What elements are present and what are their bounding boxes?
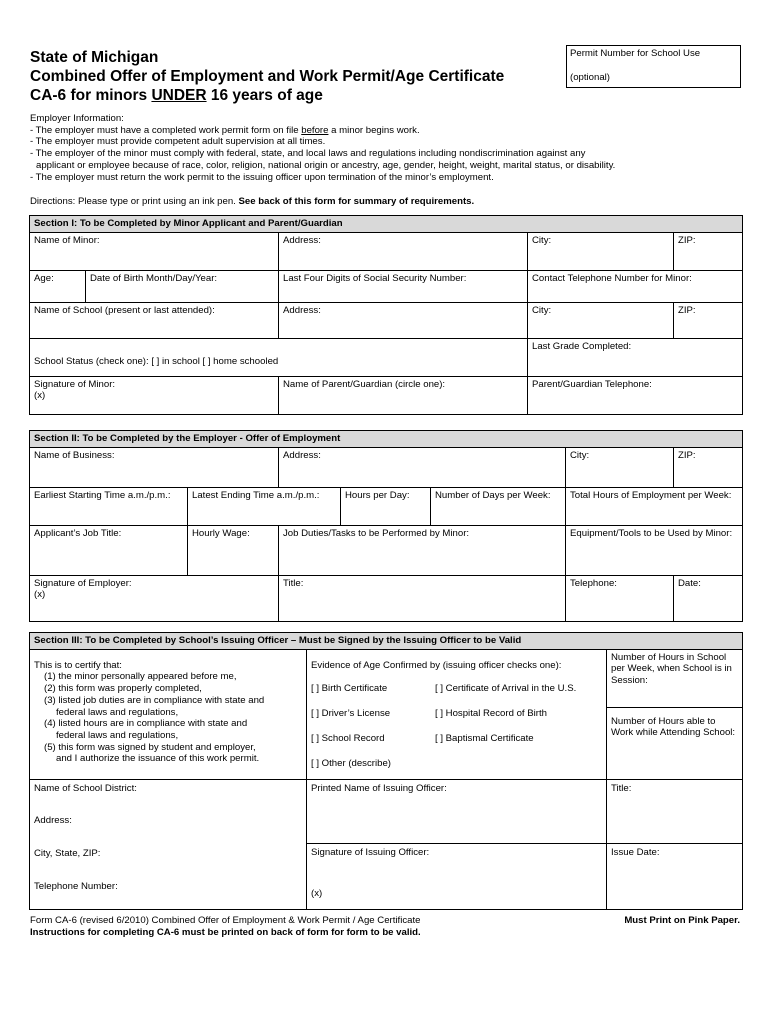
employer-telephone-field[interactable]: Telephone: [566,575,674,621]
evidence-of-age: Evidence of Age Confirmed by (issuing officer checks one): [ ] Birth Certificate [ ] Certificate of Arrival in the U.S. [ ] Driver’s License [ ] Hospital Record of Birth [ ] School Record [ ] Baptismal Certificate [ ] Other (describe) [307,649,607,779]
hours-able-field[interactable]: Number of Hours able to Work while Attending School: [607,707,743,779]
section-2-title: Section II: To be Completed by the Employer - Offer of Employment [30,431,743,448]
employer-info-bullet-1: - The employer must have a completed work permit form on file before a minor begins work. [30,124,420,136]
section-1-title: Section I: To be Completed by Minor Applicant and Parent/Guardian [30,216,743,233]
printed-name-field[interactable]: Printed Name of Issuing Officer: [307,780,606,844]
minor-ssn-field[interactable]: Last Four Digits of Social Security Number: [279,270,528,302]
minor-city-field[interactable]: City: [528,232,674,270]
other-evidence-checkbox[interactable]: [ ] Other (describe) [311,757,391,769]
form-subtitle: CA-6 for minors UNDER 16 years of age [30,87,323,104]
equipment-field[interactable]: Equipment/Tools to be Used by Minor: [566,525,743,575]
permit-number-label: Permit Number for School Use [570,48,701,59]
employer-date-field[interactable]: Date: [674,575,743,621]
days-per-week-field[interactable]: Number of Days per Week: [431,487,566,525]
end-time-field[interactable]: Latest Ending Time a.m./p.m.: [188,487,341,525]
district-address-field[interactable]: Address: [34,815,72,827]
minor-dob-field[interactable]: Date of Birth Month/Day/Year: [86,270,279,302]
hours-per-day-field[interactable]: Hours per Day: [341,487,431,525]
minor-zip-field[interactable]: ZIP: [674,232,743,270]
school-zip-field[interactable]: ZIP: [674,302,743,338]
drivers-license-checkbox[interactable]: [ ] Driver’s License [311,708,391,720]
issue-date-field[interactable]: Issue Date: [611,846,660,858]
parent-phone-field[interactable]: Parent/Guardian Telephone: [528,376,743,414]
minor-name-field[interactable]: Name of Minor: [30,232,279,270]
section-1-table [29,215,743,415]
last-grade-field[interactable]: Last Grade Completed: [528,338,743,376]
issuing-officer-block [307,779,607,909]
business-city-field[interactable]: City: [566,447,674,487]
district-telephone-field[interactable]: Telephone Number: [34,880,118,892]
section-2-table [29,430,743,622]
hospital-record-checkbox[interactable]: [ ] Hospital Record of Birth [435,708,547,720]
minor-signature-field[interactable]: Signature of Minor: (x) [30,376,279,414]
employer-title-field[interactable]: Title: [279,575,566,621]
parent-name-field[interactable]: Name of Parent/Guardian (circle one): [279,376,528,414]
hourly-wage-field[interactable]: Hourly Wage: [188,525,279,575]
school-district-block [30,779,307,909]
employer-info-bullet-4: - The employer must return the work permit to the issuing officer upon termination of the minor’s employment. [30,171,494,183]
business-zip-field[interactable]: ZIP: [674,447,743,487]
employer-info [30,113,750,183]
instructions-note: Instructions for completing CA-6 must be printed on back of form for form to be valid. [30,927,421,938]
business-address-field[interactable]: Address: [279,447,566,487]
state-title: State of Michigan [30,49,159,66]
permit-optional-label: (optional) [570,72,610,83]
officer-signature-field[interactable]: Signature of Issuing Officer: (x) [311,846,430,900]
minor-age-field[interactable]: Age: [30,270,86,302]
school-record-checkbox[interactable]: [ ] School Record [311,732,385,744]
district-city-state-zip-field[interactable]: City, State, ZIP: [34,848,101,860]
baptismal-certificate-checkbox[interactable]: [ ] Baptismal Certificate [435,732,534,744]
total-hours-field[interactable]: Total Hours of Employment per Week: [566,487,743,525]
hours-in-session-field[interactable]: Number of Hours in School per Week, when School is in Session: [607,649,743,707]
job-title-field[interactable]: Applicant’s Job Title: [30,525,188,575]
directions: Directions: Please type or print using an ink pen. See back of this form for summary of requirements. [30,196,475,207]
business-name-field[interactable]: Name of Business: [30,447,279,487]
school-city-field[interactable]: City: [528,302,674,338]
employer-info-bullet-3-cont: applicant or employee because of race, color, religion, national origin or ancestry, age, gender, height, weight, marital status, or disability. [36,159,616,171]
section-3-title: Section III: To be Completed by School’s Issuing Officer – Must be Signed by the Issuing Officer to be Valid [30,633,743,650]
employer-info-bullet-3: - The employer of the minor must comply with federal, state, and local laws and regulations including nondiscrimination against any [30,148,586,160]
employer-signature-field[interactable]: Signature of Employer: (x) [30,575,279,621]
form-title: Combined Offer of Employment and Work Permit/Age Certificate [30,68,505,85]
employer-info-bullet-2: - The employer must provide competent adult supervision at all times. [30,136,326,148]
employer-info-title: Employer Information: [30,113,124,124]
certification-text: This is to certify that: (1) the minor personally appeared before me, (2) this form was properly completed, (3) listed job duties are in compliance with state and federal laws and regulations, (4) listed hours are in compliance with state and federal laws and regulations, (5) this form was signed by student and employer, and I authorize the issuance of this work permit. [30,649,307,779]
officer-title-date-block [607,779,743,909]
minor-contact-phone-field[interactable]: Contact Telephone Number for Minor: [528,270,743,302]
school-address-field[interactable]: Address: [279,302,528,338]
start-time-field[interactable]: Earliest Starting Time a.m./p.m.: [30,487,188,525]
section-3-table [29,632,743,910]
officer-title-field[interactable]: Title: [607,780,742,844]
permit-number-box[interactable] [566,45,741,88]
pink-paper-note: Must Print on Pink Paper. [624,915,740,926]
arrival-certificate-checkbox[interactable]: [ ] Certificate of Arrival in the U.S. [435,683,577,695]
form-info-footer: Form CA-6 (revised 6/2010) Combined Offer of Employment & Work Permit / Age Certificate [30,915,421,926]
job-duties-field[interactable]: Job Duties/Tasks to be Performed by Minor: [279,525,566,575]
school-status-field[interactable]: School Status (check one): [ ] in school [ ] home schooled [30,338,528,376]
school-district-field[interactable]: Name of School District: [34,782,137,794]
school-name-field[interactable]: Name of School (present or last attended): [30,302,279,338]
form-header [30,48,550,105]
birth-certificate-checkbox[interactable]: [ ] Birth Certificate [311,683,388,695]
minor-address-field[interactable]: Address: [279,232,528,270]
